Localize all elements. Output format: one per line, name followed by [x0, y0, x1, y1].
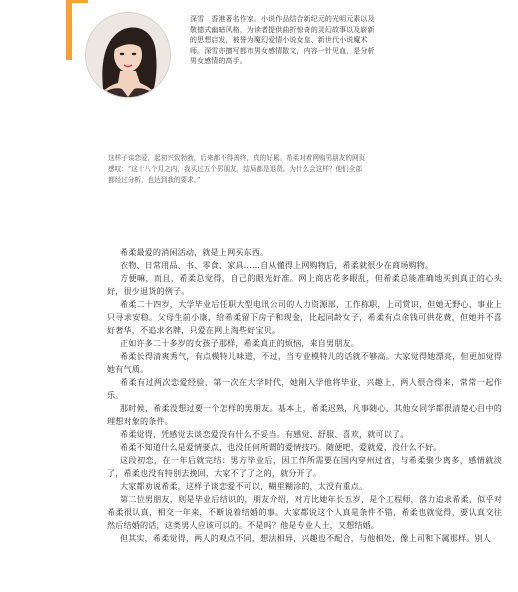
paragraph: 大家都劝说希柔，这样子谈恋爱不可以，糊里糊涂的，太没有重点。	[119, 481, 368, 491]
paragraph: 衣物、日常用品、书、零食、家具……自从懂得上网购物后，希柔就很少在商场购物。	[119, 260, 434, 270]
paragraph: 那时候，希柔没想过要一个怎样的男朋友。基本上，希柔迟熟，凡事随心，其他女同学都很清楚心目中的理想对象的条件。	[107, 403, 502, 426]
chapter-epigraph: 这样子谈恋爱，起初兴致勃勃，后来都不得善终，真的好累。希柔对着网购男朋友的网页感叹：“这十八个月之内，我买过五个男朋友，结局都是退货。为什么会这样？他们全部都经过分析，也达到我的要求。”	[108, 154, 366, 184]
paragraph: 正如许多二十多岁的女孩子那样，希柔真正的烦恼，来自男朋友。	[119, 338, 360, 348]
paragraph: 希柔有过两次恋爱经验，第一次在大学时代，她刚入学他将毕业，兴趣上，两人很合得来，常常一起作乐。	[107, 377, 502, 400]
decorative-orange-line	[66, 0, 88, 3]
story-body	[107, 246, 502, 545]
paragraph: 希柔最爱的消闲活动，就是上网买东西。	[119, 247, 269, 257]
paragraph: 希柔觉得，凭感觉去谈恋爱没有什么不妥当。有感觉、舒服、喜欢，就可以了。	[119, 429, 409, 439]
decorative-orange-bar	[66, 0, 72, 60]
paragraph: 希柔长得清爽秀气，有点模特儿味道，不过，当专业模特儿的话就不够高。大家觉得她漂亮，但更加觉得她有气质。	[107, 351, 502, 374]
paragraph: 方便嘛，而且，希柔总觉得，自己的眼光好准。网上商店花多眼乱，但希柔总能准确地买到真正的心头好，很少退货的例子。	[107, 273, 502, 296]
paragraph: 希柔不知道什么是爱情要点，也没任何所谓的爱情技巧。随便吧，爱就爱，没什么不好。	[119, 442, 442, 452]
author-portrait-illustration	[86, 13, 170, 97]
paragraph: 第二位男朋友，则是毕业后结识的，朋友介绍，对方比她年长五岁，是个工程师，落力追求希柔，似乎对希柔很认真，相交一年来，不断说着结婚的事。大家都说这个人真是条件不错，希柔也就觉得，要认真交往然后结婚的话，这类男人应该可以的。不是吗？他是专业人士，又想结婚。	[107, 494, 502, 530]
author-portrait	[85, 12, 171, 98]
author-bio: 深雪 香港著名作家。小说作品结合新纪元的光明元素以及敬德式幽暗风格，为读者提供曲折惊奇的灵幻故事以及崭新的思想启发，被誉为魔幻爱情小说女皇、新世代小说魔术师。深雪亦擅写都市男女感情散文，内容一针见血，是分析男女感情的高手。	[190, 15, 375, 66]
paragraph: 这段初恋，在一年后就完结：男方毕业后，因工作所需要在国内穿州过省，与希柔聚少离多，感情就淡了，希柔也没有特别去挽回，大家不了了之的，就分开了。	[107, 455, 502, 478]
paragraph: 希柔二十四岁，大学毕业后任职大型电讯公司的人力资源部，工作称职，上司赏识，但她无野心，事业上只寻求安稳。父母生前小康，给希柔留下房子和现金，比起同龄女子，希柔有点余钱可供花费，但她并不喜好奢华，不追求名牌，只爱在网上淘些好宝贝。	[107, 299, 502, 335]
paragraph: 但其实，希柔觉得，两人的观点不同，想法相异，兴趣也不配合，与他相处，像上司和下属那样。别人	[119, 533, 491, 543]
